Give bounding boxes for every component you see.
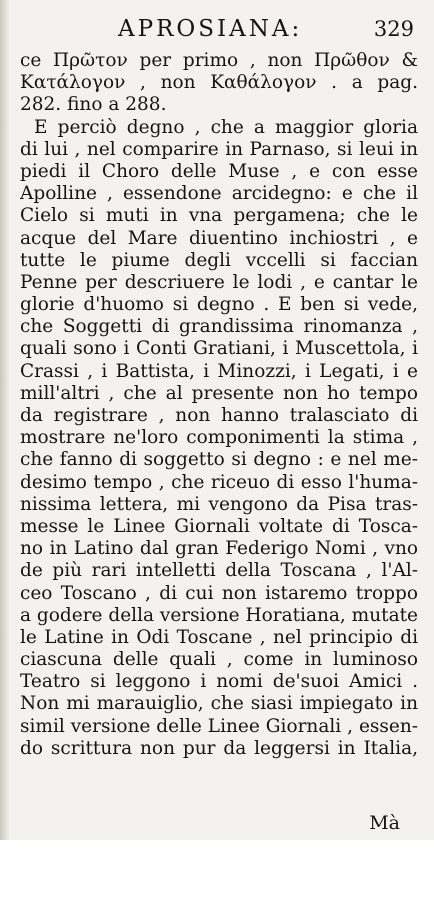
page-gutter-shadow: [0, 0, 10, 900]
text-line: piedi il Choro delle Muse , e con esse: [20, 160, 418, 182]
running-head: [0, 16, 434, 48]
catchword: Mà: [369, 812, 400, 834]
text-line: Penne per descriuere le lodi , e cantar le: [20, 271, 418, 293]
text-line: 282. fino a 288.: [20, 94, 167, 116]
text-line: quali sono i Conti Gratiani, i Muscettola, i: [20, 338, 418, 360]
text-line: Non mi marauiglio, che siasi impiegato in: [20, 693, 418, 715]
text-line: E perciò degno , che a maggior gloria: [34, 116, 418, 138]
text-line: do scrittura non pur da leggersi in Italia,: [20, 737, 418, 759]
text-line: da registrare , non hanno tralasciato di: [20, 405, 418, 426]
text-line: acque del Mare diuentino inchiostri , e: [20, 227, 418, 249]
text-line: che fanno di soggetto si degno : e nel me-: [20, 449, 418, 471]
text-line: nissima lettera, mi vengono da Pisa tras-: [20, 493, 418, 515]
text-line: messe le Linee Giornali voltate di Tosca-: [20, 515, 418, 537]
text-line: ceo Toscano , di cui non istaremo troppo: [20, 582, 418, 604]
text-line: Cielo si muti in vna pergamena; che le: [20, 205, 418, 227]
text-line: Κατάλογον , non Καθάλογον . a pag.: [20, 72, 418, 94]
text-line: ciascuna delle quali , come in luminoso: [20, 649, 418, 671]
text-line: a godere della versione Horatiana, mutate: [20, 604, 418, 626]
text-line: no in Latino dal gran Federigo Nomi , vno: [20, 538, 418, 560]
text-line: de più rari intelletti della Toscana , l'Al-: [20, 560, 418, 582]
text-line: ce Πρῶτον per primo , non Πρῶθον &: [20, 50, 418, 71]
blank-margin: [0, 840, 434, 900]
text-line: glorie d'huomo si degno . E ben si vede,: [20, 294, 418, 316]
text-line: simil versione delle Linee Giornali , essen-: [20, 715, 418, 737]
running-head-title: APROSIANA:: [118, 16, 303, 42]
text-line: Apolline , essendone arcidegno: e che il: [20, 183, 418, 205]
body-text: [20, 50, 418, 760]
text-line: Teatro si leggono i nomi de'suoi Amici .: [20, 671, 418, 693]
text-line: che Soggetti di grandissima rinomanza ,: [20, 316, 418, 338]
page-number: 329: [373, 17, 414, 41]
text-line: di lui , nel comparire in Parnaso, si leui in: [20, 138, 418, 160]
text-line: desimo tempo , che riceuo di esso l'huma-: [20, 471, 418, 493]
text-line: mostrare ne'loro componimenti la stima ,: [20, 427, 418, 449]
text-line: le Latine in Odi Toscane , nel principio di: [20, 626, 418, 648]
text-line: mill'altri , che al presente non ho tempo: [20, 382, 418, 404]
text-line: Crassi , i Battista, i Minozzi, i Legati, i e: [20, 360, 418, 382]
text-line: tutte le piume degli vccelli si faccian: [20, 249, 418, 271]
